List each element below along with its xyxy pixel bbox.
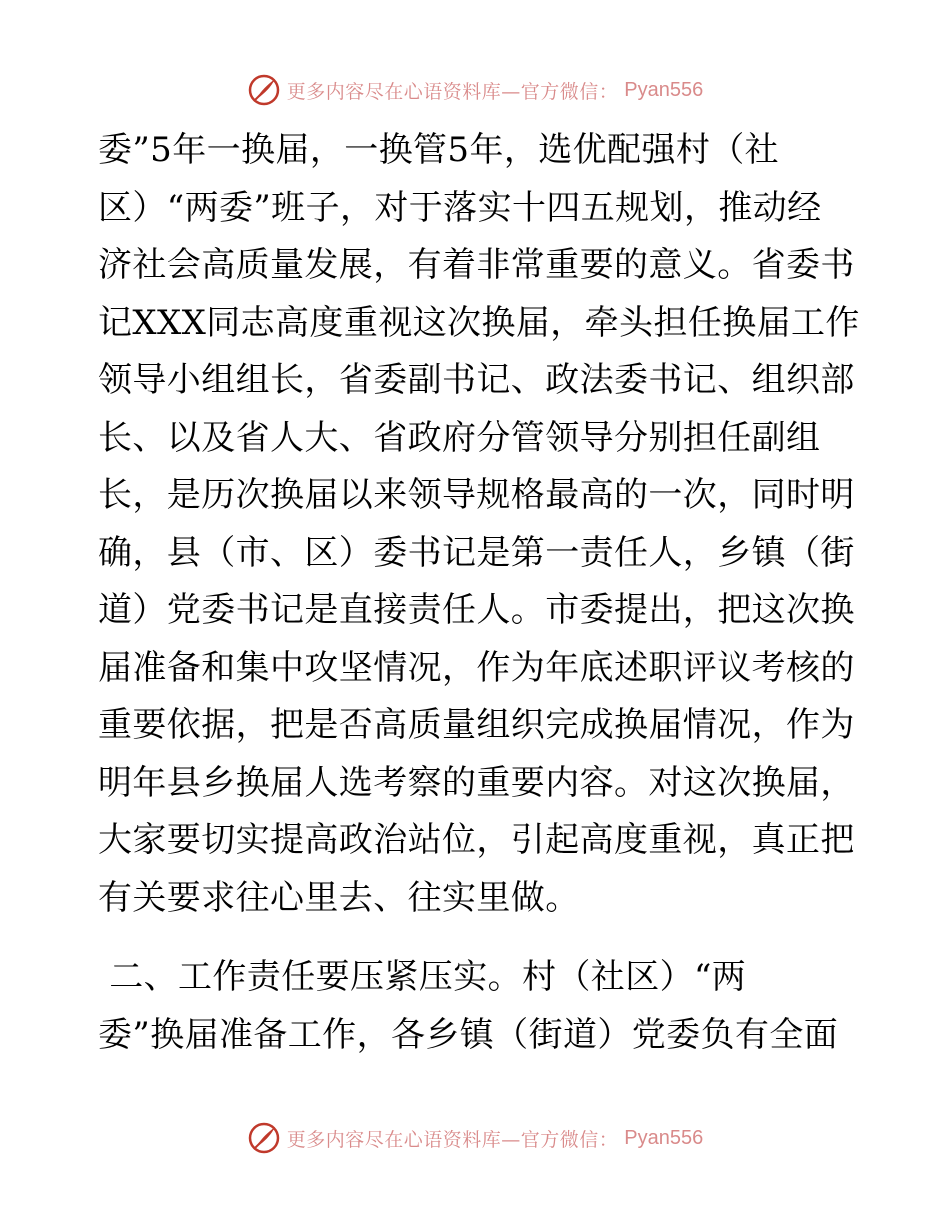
text-line: 记XXX同志高度重视这次换届，牵头担任换届工作: [98, 302, 860, 343]
text-line: 明年县乡换届人选考察的重要内容。对这次换届，: [98, 762, 855, 803]
watermark-text: 更多内容尽在心语资料库—官方微信：: [286, 80, 619, 103]
paragraph: [98, 122, 858, 927]
quill-logo-icon: [247, 1121, 281, 1155]
text-line: 届准备和集中攻坚情况，作为年底述职评议考核的: [98, 647, 855, 688]
text-line: 领导小组组长，省委副书记、政法委书记、组织部: [98, 360, 855, 400]
text-line: 道）党委书记是直接责任人。市委提出，把这次换: [98, 590, 855, 630]
watermark-wechat-id: Pyan556: [624, 1126, 704, 1149]
text-line: 长、以及省人大、省政府分管领导分别担任副组: [98, 417, 821, 458]
document-body: [98, 122, 858, 1064]
text-line: 区）“两委”班子，对于落实十四五规划，推动经: [98, 187, 822, 228]
watermark-wechat-id: Pyan556: [624, 78, 704, 101]
text-line: 委”换届准备工作，各乡镇（街道）党委负有全面: [98, 1014, 839, 1055]
paragraph-spacer: [98, 927, 858, 949]
text-line: 有关要求往心里去、往实里做。: [98, 877, 580, 918]
text-line: 二、工作责任要压紧压实。村（社区）“两: [98, 957, 747, 997]
text-line: 重要依据，把是否高质量组织完成换届情况，作为: [98, 705, 855, 745]
text-line: 济社会高质量发展，有着非常重要的意义。省委书: [98, 245, 855, 285]
text-line: 长，是历次换届以来领导规格最高的一次，同时明: [98, 475, 855, 515]
watermark-banner-top: [0, 70, 950, 110]
watermark-banner-bottom: [0, 1118, 950, 1158]
paragraph: [98, 949, 858, 1064]
text-line: 大家要切实提高政治站位，引起高度重视，真正把: [98, 820, 855, 860]
text-line: 委”5年一换届，一换管5年，选优配强村（社: [98, 130, 780, 170]
quill-logo-icon: [247, 73, 281, 107]
watermark-text: 更多内容尽在心语资料库—官方微信：: [286, 1128, 619, 1151]
text-line: 确，县（市、区）委书记是第一责任人，乡镇（街: [98, 532, 855, 573]
